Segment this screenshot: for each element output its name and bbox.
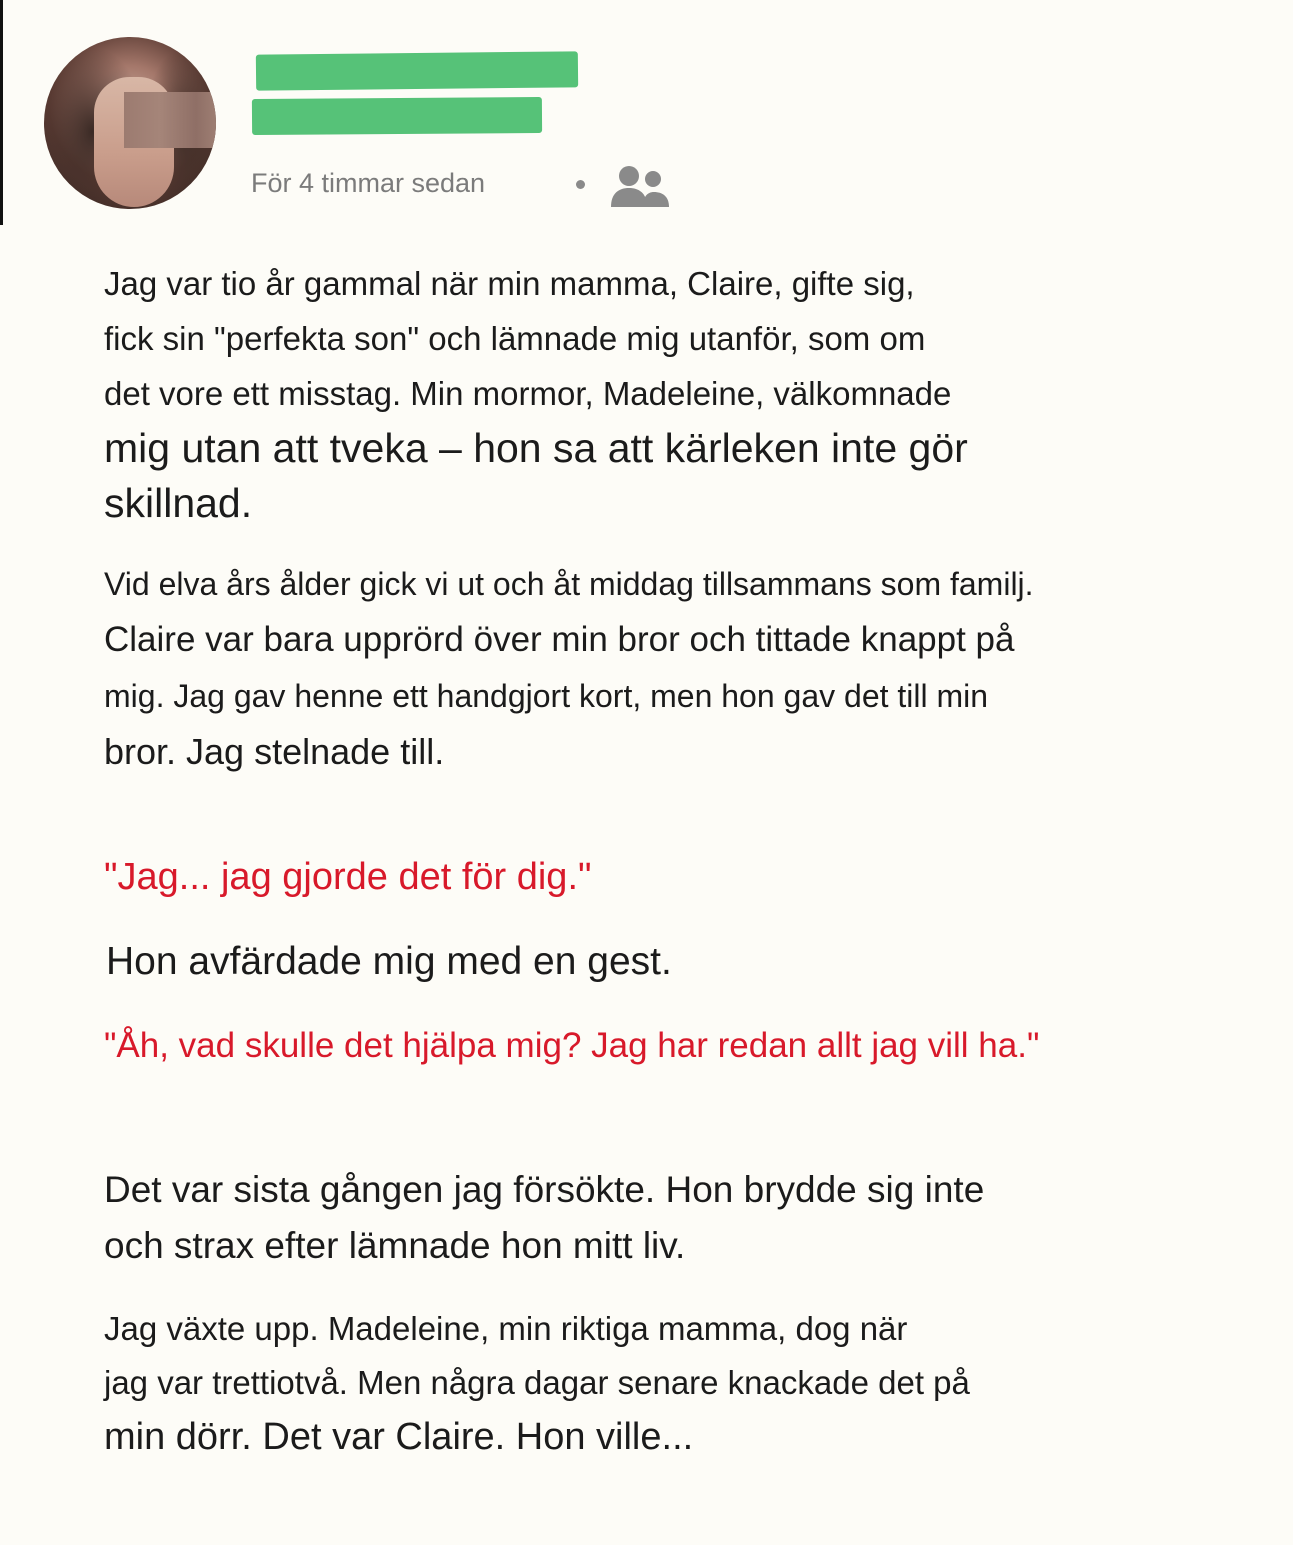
story-line: Det var sista gången jag försökte. Hon brydde sig inte: [104, 1169, 985, 1210]
post-timestamp[interactable]: För 4 timmar sedan: [251, 168, 486, 198]
story-paragraph-2: [104, 556, 1034, 780]
story-line: det vore ett misstag. Min mormor, Madeleine, välkomnade: [104, 375, 952, 412]
left-divider: [0, 0, 3, 225]
story-line: Vid elva års ålder gick vi ut och åt middag tillsammans som familj.: [104, 566, 1034, 602]
story-line: bror. Jag stelnade till.: [104, 731, 445, 772]
author-subtitle-redaction[interactable]: [252, 97, 542, 135]
avatar-censor-block: [124, 92, 216, 148]
meta-separator-dot: [576, 180, 585, 189]
story-line: min dörr. Det var Claire. Hon ville...: [104, 1416, 694, 1458]
group-icon: [609, 163, 671, 209]
story-line: Claire var bara upprörd över min bror och tittade knappt på: [104, 620, 1015, 659]
story-paragraph-5: [104, 1302, 970, 1464]
story-line: Jag växte upp. Madeleine, min riktiga mamma, dog när: [104, 1310, 908, 1347]
story-line: mig. Jag gav henne ett handgjort kort, men hon gav det till min: [104, 678, 989, 714]
story-quote-2: "Åh, vad skulle det hjälpa mig? Jag har redan allt jag vill ha.": [104, 1026, 1040, 1065]
author-avatar[interactable]: [44, 37, 216, 209]
story-paragraph-4: [104, 1162, 984, 1274]
story-line: och strax efter lämnade hon mitt liv.: [104, 1225, 686, 1266]
story-paragraph-1: [104, 256, 968, 531]
story-line: mig utan att tveka – hon sa att kärleken inte gör: [104, 425, 968, 471]
story-line: Jag var tio år gammal när min mamma, Claire, gifte sig,: [104, 265, 915, 302]
author-name-redaction[interactable]: [256, 51, 578, 90]
story-paragraph-3: Hon avfärdade mig med en gest.: [106, 940, 672, 983]
story-quote-1: "Jag... jag gjorde det för dig.": [104, 856, 592, 898]
story-line: fick sin "perfekta son" och lämnade mig utanför, som om: [104, 320, 926, 357]
story-line: jag var trettiotvå. Men några dagar senare knackade det på: [104, 1364, 970, 1401]
story-line: skillnad.: [104, 480, 253, 526]
